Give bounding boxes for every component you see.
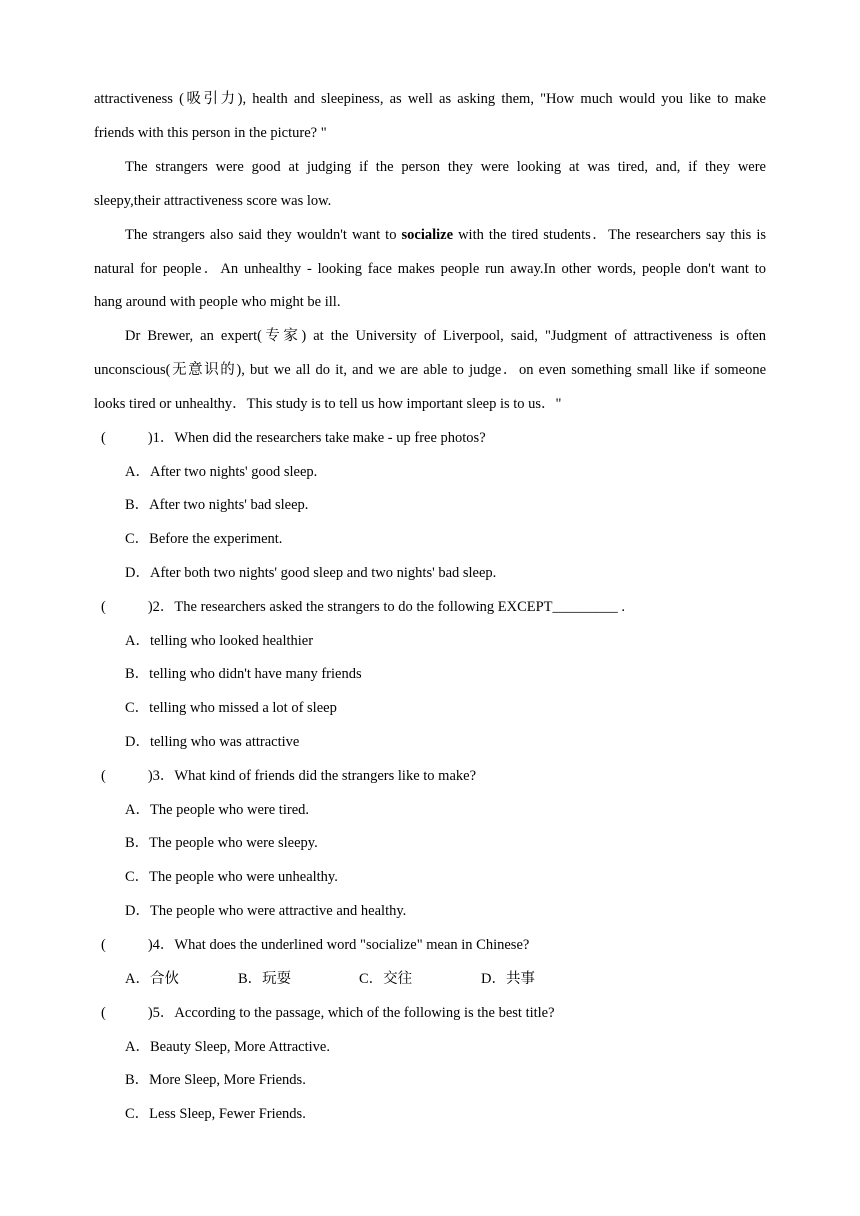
passage-line: hang around with people who might be ill. (94, 294, 341, 310)
passage-line: friends with this person in the picture? " (94, 125, 327, 141)
option-a: A．The people who were tired. (125, 802, 310, 818)
passage-line: unconscious(无意识的), but we all do it, and we are able to judge．on even something small like if someone (94, 362, 766, 378)
passage-line: looks tired or unhealthy．This study is to tell us how important sleep is to us．" (94, 396, 562, 412)
option-c: C．Before the experiment. (125, 531, 283, 547)
option-d: D．telling who was attractive (125, 734, 300, 750)
question-text: )2．The researchers asked the strangers to do the following EXCEPT_________ . (147, 599, 626, 615)
option-c: C．telling who missed a lot of sleep (125, 700, 337, 716)
option-a: A．telling who looked healthier (125, 633, 314, 649)
passage-line: The strangers were good at judging if the person they were looking at was tired, and, if they were (125, 159, 766, 175)
passage-line: attractiveness (吸引力), health and sleepiness, as well as asking them, "How much would you like to make (94, 91, 766, 107)
option-d: D．共事 (481, 971, 535, 987)
answer-paren-open: ( (101, 430, 106, 446)
option-d: D．The people who were attractive and healthy. (125, 903, 407, 919)
option-d: D．After both two nights' good sleep and two nights' bad sleep. (125, 565, 497, 581)
question-1 (101, 429, 486, 447)
passage-line: sleepy,their attractiveness score was low. (94, 193, 332, 209)
answer-paren-open: ( (101, 768, 106, 784)
answer-paren-open: ( (101, 937, 106, 953)
bold-word-socialize: socialize (401, 227, 454, 243)
option-a: A．After two nights' good sleep. (125, 464, 318, 480)
option-b: B．The people who were sleepy. (125, 835, 318, 851)
option-b: B．telling who didn't have many friends (125, 666, 362, 682)
passage-line (125, 226, 766, 244)
option-b: B．玩耍 (238, 971, 292, 987)
option-b: B．After two nights' bad sleep. (125, 497, 309, 513)
option-a: A．合伙 (125, 971, 179, 987)
question-text: )3．What kind of friends did the strangers like to make? (147, 768, 477, 784)
answer-paren-open: ( (101, 599, 106, 615)
question-4 (101, 936, 529, 954)
option-c: C．Less Sleep, Fewer Friends. (125, 1106, 306, 1122)
question-3 (101, 767, 476, 785)
option-a: A．Beauty Sleep, More Attractive. (125, 1039, 330, 1055)
option-c: C．The people who were unhealthy. (125, 869, 338, 885)
question-text: )4．What does the underlined word "socialize" mean in Chinese? (147, 937, 530, 953)
passage-text: with the tired students．The researchers say this is (453, 227, 766, 243)
passage-line: natural for people．An unhealthy - looking face makes people run away.In other words, people don't want to (94, 261, 766, 277)
question-2 (101, 598, 625, 616)
passage-line: Dr Brewer, an expert(专家) at the University of Liverpool, said, "Judgment of attractiveness is often (125, 328, 766, 344)
question-5 (101, 1004, 555, 1022)
option-c: C．交往 (359, 971, 413, 987)
option-b: B．More Sleep, More Friends. (125, 1072, 306, 1088)
question-text: )5．According to the passage, which of the following is the best title? (147, 1005, 555, 1021)
question-text: )1．When did the researchers take make - up free photos? (147, 430, 486, 446)
answer-paren-open: ( (101, 1005, 106, 1021)
passage-text: The strangers also said they wouldn't want to (125, 227, 402, 243)
